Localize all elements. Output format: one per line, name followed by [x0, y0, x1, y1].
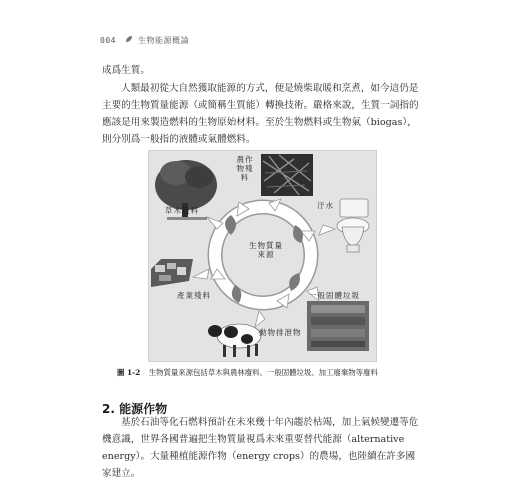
label-industrial: 產業殘料 [177, 291, 211, 300]
label-center: 生物質量來源 [249, 241, 283, 259]
crop-residue-photo [261, 154, 313, 196]
leaf-icon [125, 35, 133, 45]
running-header [100, 35, 189, 46]
toilet-photo [337, 199, 369, 252]
industrial-residue-photo [151, 259, 193, 287]
biomass-figure [148, 150, 377, 362]
paragraph-2: 基於石油等化石燃料預計在未來幾十年內趨於枯竭，加上氣候變遷等危機意識，世界各國普遍把生物質量視爲未來重要替代能源（alternative energy）。大量種植能源作物（energy crops）的農場，也陸續在許多國家建立。 [102, 417, 419, 479]
paragraph-top: 成爲生質。 [102, 65, 150, 76]
section-title: 2. 能源作物 [102, 402, 168, 416]
label-animal: 動物排泄物 [259, 328, 302, 337]
label-crops: 農作物殘料 [236, 155, 254, 182]
label-sewage: 汙水 [317, 201, 334, 210]
figure-caption [117, 367, 378, 378]
paragraph-1: 人類最初從大自然獲取能源的方式，便是燒柴取暖和烹煮，如今這仍是主要的生物質量能源（或簡稱生質能）轉換技術。嚴格來說，生質一詞指的應該是用來製造燃料的生物原始材料。至於生物燃料或生物氣（biogas），則分別爲一般指的液體或氣體燃料。 [102, 83, 419, 145]
book-title: 生物能源概論 [138, 36, 190, 45]
cow-photo [208, 324, 261, 357]
garbage-truck-photo [307, 301, 369, 351]
caption-number: 圖 1-2 [117, 368, 141, 377]
label-garbage: 一般固體垃圾 [309, 291, 360, 300]
label-wood: 草木殘料 [165, 206, 199, 215]
leaf-icons [225, 215, 303, 303]
caption-text: 生物質量來源包括草木與農林廢料、一般固體垃圾、加工廢棄物等廢料 [148, 368, 378, 377]
page-number: 004 [100, 36, 116, 45]
